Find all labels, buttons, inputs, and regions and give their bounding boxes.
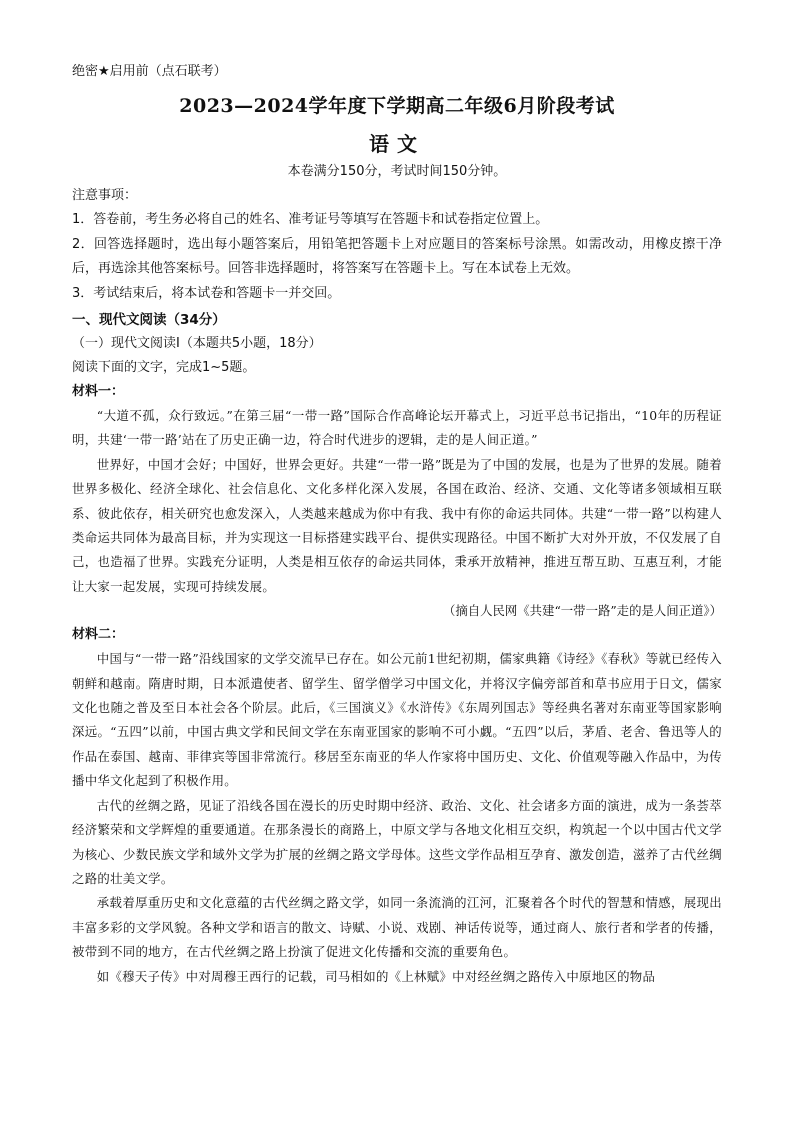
section-subtitle: （一）现代文阅读Ⅰ（本题共5小题，18分） <box>72 336 322 351</box>
exam-title: 2023—2024学年度下学期高二年级6月阶段考试 <box>179 95 615 117</box>
score-time-info: 本卷满分150分，考试时间150分钟。 <box>287 164 507 179</box>
material-2-paragraph: 古代的丝绸之路，见证了沿线各国在漫长的历史时期中经济、政治、文化、社会诸多方面的演进，成为一条荟萃经济繁荣和文学辉煌的重要通道。在那条漫长的商路上，中原文学与各地文化相互交织，构筑起一个以中国古代文学为核心、少数民族文学和域外文学为扩展的丝绸之路文学母体。这些文学作品相互孕育、激发创造，滋养了古代丝绸之路的壮美文学。 <box>72 797 722 886</box>
subject-title: 语文 <box>369 132 425 156</box>
reading-instruction: 阅读下面的文字，完成1~5题。 <box>72 360 256 375</box>
material-2-paragraph: 中国与“一带一路”沿线国家的文学交流早已存在。如公元前1世纪初期，儒家典籍《诗经》《春秋》等就已经传入朝鲜和越南。隋唐时期，日本派遣使者、留学生、留学僧学习中国文化，并将汉字偏旁部首和草书应用于日文，儒家文化也随之普及至日本社会各个阶层。此后，《三国演义》《水浒传》《东周列国志》等经典名著对东南亚等国家影响深远。“五四”以前，中国古典文学和民间文学在东南亚国家的影响不可小觑。“五四”以后，茅盾、老舍、鲁迅等人的作品在泰国、越南、菲律宾等国非常流行。移居至东南亚的华人作家将中国历史、文化、价值观等融入作品中，为传播中华文化起到了积极作用。 <box>72 651 722 789</box>
material-2-paragraph: 如《穆天子传》中对周穆王西行的记载，司马相如的《上林赋》中对经丝绸之路传入中原地区的物品 <box>96 968 656 984</box>
notice-item: 2．回答选择题时，选出每小题答案后，用铅笔把答题卡上对应题目的答案标号涂黑。如需改动，用橡皮擦干净后，再选涂其他答案标号。回答非选择题时，将答案写在答题卡上。写在本试卷上无效。 <box>72 236 722 276</box>
material-2-label: 材料二： <box>72 627 125 643</box>
notice-item: 1．答卷前，考生务必将自己的姓名、准考证号等填写在答题卡和试卷指定位置上。 <box>72 212 549 227</box>
section-title: 一、现代文阅读（34分） <box>72 312 226 328</box>
material-1-label: 材料一： <box>72 384 125 399</box>
exam-page <box>72 62 722 989</box>
notice-title: 注意事项： <box>72 188 138 203</box>
confidential-label: 绝密★启用前（点石联考） <box>72 64 227 79</box>
material-2-paragraph: 承载着厚重历史和文化意蕴的古代丝绸之路文学，如同一条流淌的江河，汇聚着各个时代的智慧和情感，展现出丰富多彩的文学风貌。各种文学和语言的散文、诗赋、小说、戏剧、神话传说等，通过商人、旅行者和学者的传播，被带到不同的地方，在古代丝绸之路上扮演了促进文化传播和交流的重要角色。 <box>72 895 722 960</box>
material-1-paragraph: “大道不孤，众行致远。”在第三届“一带一路”国际合作高峰论坛开幕式上，习近平总书记指出，“10年的历程证明，共建‘一带一路’站在了历史正确一边，符合时代进步的逻辑，走的是人间正道。” <box>72 408 722 448</box>
material-1-paragraph: 世界好，中国才会好；中国好，世界会更好。共建“一带一路”既是为了中国的发展，也是为了世界的发展。随着世界多极化、经济全球化、社会信息化、文化多样化深入发展，各国在政治、经济、交通、文化等诸多领域相互联系、彼此依存，相关研究也愈发深入，人类越来越成为你中有我、我中有你的命运共同体。共建“一带一路”以构建人类命运共同体为最高目标，并为实现这一目标搭建实践平台、提供实现路径。中国不断扩大对外开放，不仅发展了自己，也造福了世界。实践充分证明，人类是相互依存的命运共同体，秉承开放精神，推进互帮互助、互惠互利，才能让大家一起发展，实现可持续发展。 <box>72 456 722 594</box>
material-1-source: （摘自人民网《共建“一带一路”走的是人间正道》） <box>442 603 722 619</box>
notice-item: 3．考试结束后，将本试卷和答题卡一并交回。 <box>72 285 341 301</box>
